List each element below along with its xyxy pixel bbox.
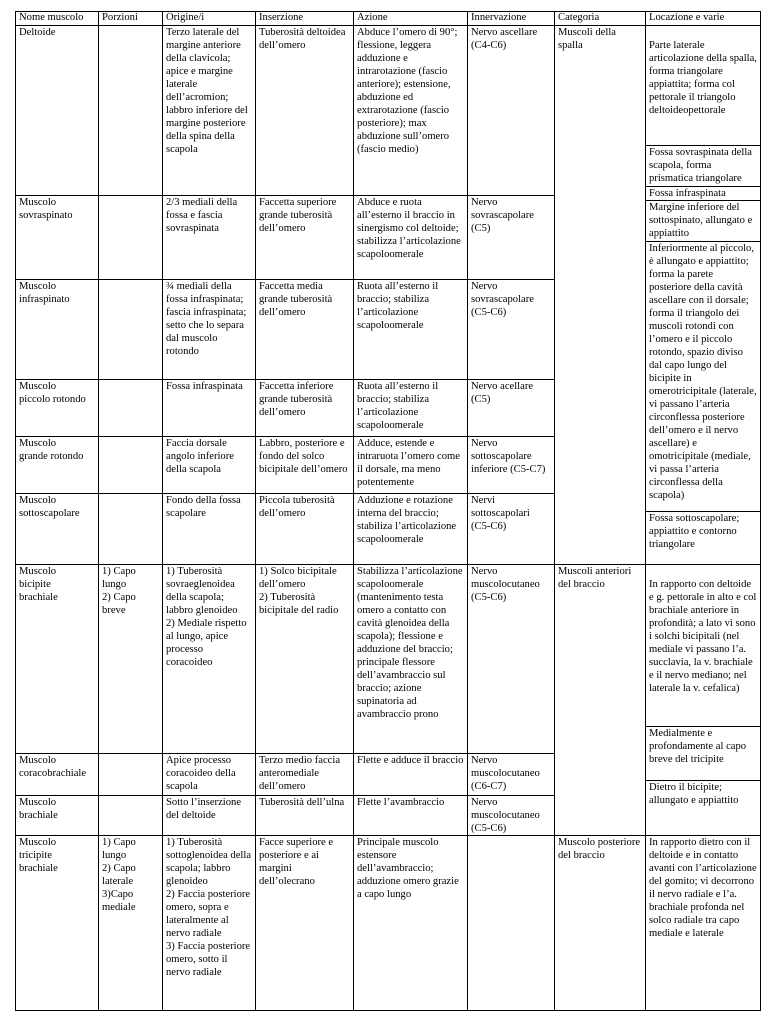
cell-porzioni: 1) Capo lungo 2) Capo breve — [99, 565, 163, 754]
header-azione: Azione — [354, 12, 468, 26]
cell-porzioni — [99, 494, 163, 565]
cell-azione: Abduce e ruota all’esterno il braccio in sinergismo col deltoide; stabilizza l’articolazione scapoloomerale — [354, 195, 468, 279]
cell-porzioni — [99, 195, 163, 279]
cell-porzioni: 1) Capo lungo 2) Capo laterale 3)Capo mediale — [99, 836, 163, 1011]
loc-segment: Medialmente e profondamente al capo breve del tricipite — [646, 727, 760, 781]
cell-azione: Adduzione e rotazione interna del braccio; stabiliza l’articolazione scapoloomerale — [354, 494, 468, 565]
cell-inserzione: Faccetta superiore grande tuberosità dell’omero — [256, 195, 354, 279]
cell-innervazione: Nervo muscolocutaneo (C5-C6) — [468, 565, 555, 754]
cell-nome: Muscolo sovraspinato — [16, 195, 99, 279]
cell-porzioni — [99, 754, 163, 796]
cell-nome: Muscolo brachiale — [16, 796, 99, 836]
cell-nome: Muscolo grande rotondo — [16, 437, 99, 494]
header-row — [16, 12, 761, 26]
cell-inserzione: 1) Solco bicipitale dell’omero 2) Tuberosità bicipitale del radio — [256, 565, 354, 754]
cell-azione: Flette l’avambraccio — [354, 796, 468, 836]
cell-inserzione: Facce superiore e posteriore e ai margini dell’olecrano — [256, 836, 354, 1011]
header-inserzione: Inserzione — [256, 12, 354, 26]
cell-categoria: Muscoli anteriori del braccio — [555, 565, 646, 836]
header-innervazione: Innervazione — [468, 12, 555, 26]
cell-porzioni — [99, 380, 163, 437]
cell-inserzione: Tuberosità deltoidea dell’omero — [256, 26, 354, 196]
cell-locazione-anteriori — [646, 565, 761, 836]
cell-innervazione: Nervi sottoscapolari (C5-C6) — [468, 494, 555, 565]
loc-segment: In rapporto con deltoide e g. pettorale in alto e col brachiale anteriore in profondità; a lato vi sono i solchi bicipitali (nel mediale vi passano l’a. succlavia, la v. brachiale e il nervo mediano; nel laterale la v. cefalica) — [646, 578, 760, 727]
cell-nome: Muscolo tricipite brachiale — [16, 836, 99, 1011]
cell-innervazione: Nervo ascellare (C4-C6) — [468, 26, 555, 196]
cell-innervazione: Nervo muscolocutaneo (C6-C7) — [468, 754, 555, 796]
loc-segment: Fossa infraspinata — [646, 187, 760, 201]
cell-azione: Ruota all’esterno il braccio; stabiliza l’articolazione scapoloomerale — [354, 280, 468, 380]
cell-nome: Muscolo sottoscapolare — [16, 494, 99, 565]
cell-azione: Ruota all’esterno il braccio; stabiliza l’articolazione scapoloomerale — [354, 380, 468, 437]
cell-nome: Deltoide — [16, 26, 99, 196]
cell-inserzione: Tuberosità dell’ulna — [256, 796, 354, 836]
cell-porzioni — [99, 280, 163, 380]
cell-locazione-posteriore: In rapporto dietro con il deltoide e in contatto avanti con l’articolazione del gomito; vi decorrono il nervo radiale e l’a. brachiale profonda nel solco radiale tra capo mediale e laterale — [646, 836, 761, 1011]
cell-inserzione: Labbro, posteriore e fondo del solco bicipitale dell’omero — [256, 437, 354, 494]
cell-azione: Adduce, estende e intraruota l’omero come il dorsale, ma meno potentemente — [354, 437, 468, 494]
cell-origine: Faccia dorsale angolo inferiore della scapola — [163, 437, 256, 494]
cell-inserzione: Faccetta media grande tuberosità dell’omero — [256, 280, 354, 380]
cell-inserzione: Terzo medio faccia anteromediale dell’omero — [256, 754, 354, 796]
cell-innervazione: Nervo sovrascapolare (C5-C6) — [468, 280, 555, 380]
cell-origine: Sotto l’inserzione del deltoide — [163, 796, 256, 836]
cell-nome: Muscolo bicipite brachiale — [16, 565, 99, 754]
cell-nome: Muscolo coracobrachiale — [16, 754, 99, 796]
table-row — [16, 26, 761, 196]
cell-innervazione: Nervo sottoscapolare inferiore (C5-C7) — [468, 437, 555, 494]
cell-origine: Terzo laterale del margine anteriore della clavicola; apice e margine laterale dell’acromion; labbro inferiore del margine posteriore della spina della scapola — [163, 26, 256, 196]
muscle-table — [15, 11, 761, 1011]
cell-azione: Abduce l’omero di 90°; flessione, leggera adduzione e intrarotazione (fascio anteriore); estensione, abduzione ed extrarotazione (fascio posteriore); max abduzione sull’omero (fascio medio) — [354, 26, 468, 196]
header-porzioni: Porzioni — [99, 12, 163, 26]
cell-azione: Flette e adduce il braccio — [354, 754, 468, 796]
cell-innervazione — [468, 836, 555, 1011]
cell-innervazione: Nervo muscolocutaneo (C5-C6) — [468, 796, 555, 836]
cell-origine: 2/3 mediali della fossa e fascia sovraspinata — [163, 195, 256, 279]
loc-segment: Fossa sovraspinata della scapola, forma prismatica triangolare — [646, 146, 760, 187]
cell-origine: Fossa infraspinata — [163, 380, 256, 437]
cell-origine: 1) Tuberosità sottoglenoidea della scapola; labbro glenoideo 2) Faccia posteriore omero, sopra e lateralmente al nervo radiale 3) Faccia posteriore omero, sotto il nervo radiale — [163, 836, 256, 1011]
cell-origine: ¾ mediali della fossa infraspinata; fascia infraspinata; setto che lo separa dal muscolo rotondo — [163, 280, 256, 380]
cell-locazione-spalla — [646, 26, 761, 565]
cell-porzioni — [99, 437, 163, 494]
cell-innervazione: Nervo acellare (C5) — [468, 380, 555, 437]
cell-origine: 1) Tuberosità sovraeglenoidea della scapola; labbro glenoideo 2) Mediale rispetto al lungo, apice processo coracoideo — [163, 565, 256, 754]
cell-origine: Fondo della fossa scapolare — [163, 494, 256, 565]
cell-origine: Apice processo coracoideo della scapola — [163, 754, 256, 796]
cell-porzioni — [99, 796, 163, 836]
cell-inserzione: Faccetta inferiore grande tuberosità dell’omero — [256, 380, 354, 437]
table-row — [16, 565, 761, 754]
loc-segment: Parte laterale articolazione della spalla, forma triangolare appiattita; forma col pettorale il triangolo deltoideopettorale — [646, 39, 760, 146]
cell-categoria: Muscolo posteriore del braccio — [555, 836, 646, 1011]
loc-segment: Margine inferiore del sottospinato, allungato e appiattito — [646, 201, 760, 242]
cell-azione: Principale muscolo estensore dell’avambraccio; adduzione omero grazie a capo lungo — [354, 836, 468, 1011]
cell-categoria: Muscoli della spalla — [555, 26, 646, 565]
table-row — [16, 836, 761, 1011]
cell-innervazione: Nervo sovrascapolare (C5) — [468, 195, 555, 279]
cell-inserzione: Piccola tuberosità dell’omero — [256, 494, 354, 565]
loc-segment: Inferiormente al piccolo, è allungato e appiattito; forma la parete posteriore della cavità ascellare con il dorsale; forma il triangolo dei muscoli rotondi con l’omero e il piccolo rotondo, spazio diviso dal capo lungo del bicipite in omerotricipitale (laterale, vi passano l’arteria circonflessa posteriore dell’omero e il nervo ascellare) e omotricipitale (mediale, vi passa l’arteria circonflessa della scapola) — [646, 242, 760, 512]
header-origine: Origine/i — [163, 12, 256, 26]
cell-azione: Stabilizza l’articolazione scapoloomerale (mantenimento testa omero a contatto con cavità glenoidea della scapola); flessione e adduzione del braccio; principale flessore dell’avambraccio sul braccio; azione supinatoria ad avambraccio prono — [354, 565, 468, 754]
cell-nome: Muscolo infraspinato — [16, 280, 99, 380]
header-nome: Nome muscolo — [16, 12, 99, 26]
header-categoria: Categoria — [555, 12, 646, 26]
cell-porzioni — [99, 26, 163, 196]
header-locazione: Locazione e varie — [646, 12, 761, 26]
loc-segment: Fossa sottoscapolare; appiattito e contorno triangolare — [649, 513, 740, 550]
loc-segment: Dietro il bicipite; allungato e appiattito — [649, 782, 739, 806]
cell-nome: Muscolo piccolo rotondo — [16, 380, 99, 437]
